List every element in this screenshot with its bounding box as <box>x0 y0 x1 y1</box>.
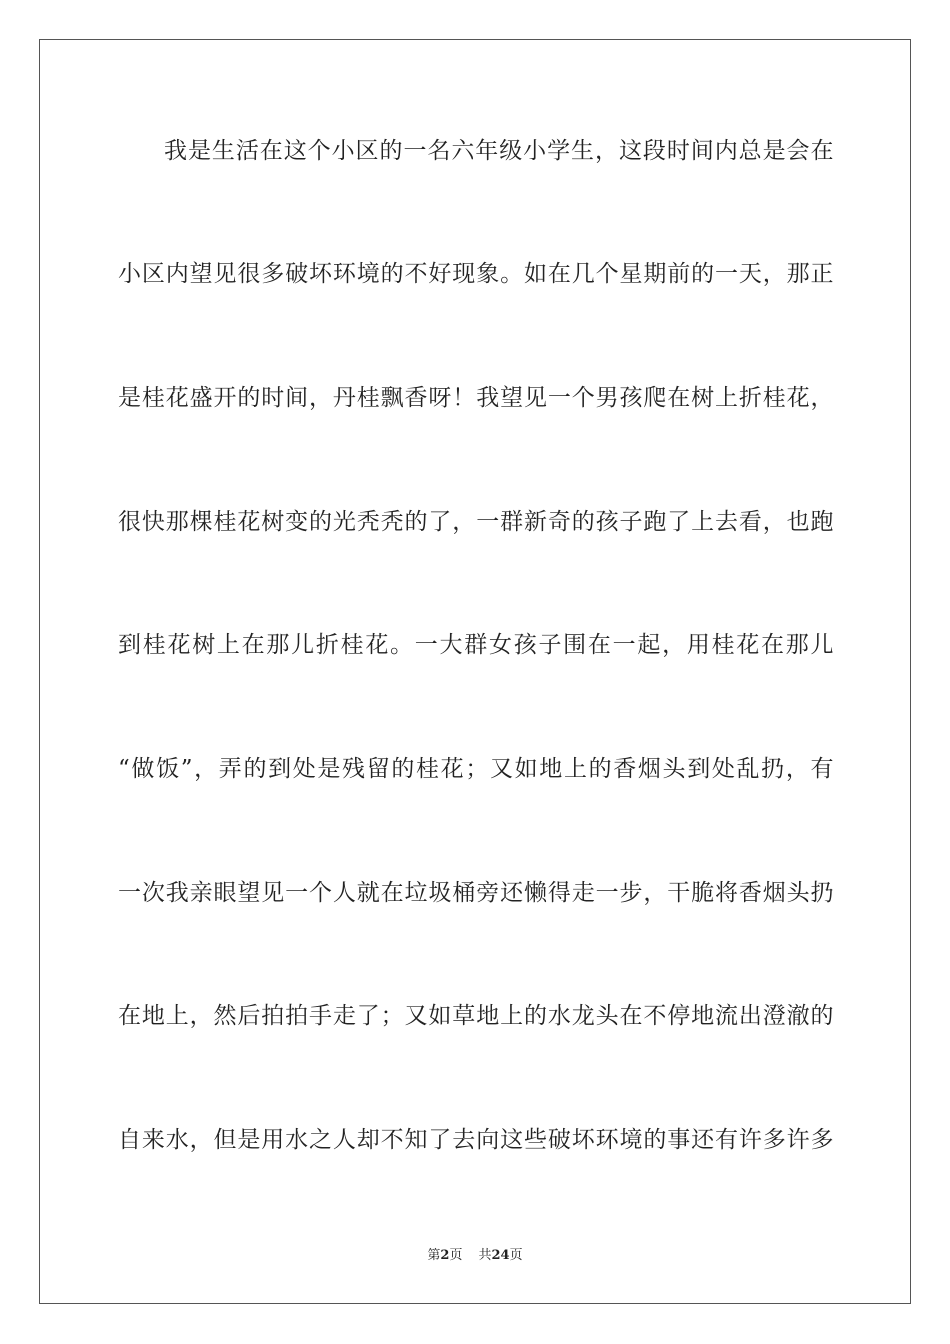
paragraph-line: 一次我亲眼望见一个人就在垃圾桶旁还懒得走一步，干脆将香烟头扔 <box>118 880 834 906</box>
total-suffix: 页 <box>509 1248 523 1263</box>
page-footer <box>0 1247 950 1265</box>
page-border <box>39 39 911 1304</box>
paragraph-line: 在地上，然后拍拍手走了；又如草地上的水龙头在不停地流出澄澈的 <box>118 1003 834 1029</box>
total-pages: 24 <box>491 1248 510 1263</box>
page-suffix: 页 <box>449 1248 463 1263</box>
paragraph-line: “做饭”，弄的到处是残留的桂花；又如地上的香烟头到处乱扔，有 <box>118 756 834 782</box>
paragraph-line: 是桂花盛开的时间，丹桂飘香呀！我望见一个男孩爬在树上折桂花， <box>118 385 834 411</box>
paragraph-line: 自来水，但是用水之人却不知了去向这些破坏环境的事还有许多许多 <box>118 1127 834 1153</box>
paragraph-line: 我是生活在这个小区的一名六年级小学生，这段时间内总是会在 <box>164 138 834 164</box>
page-number: 2 <box>440 1248 450 1263</box>
total-prefix: 共 <box>478 1248 492 1263</box>
paragraph-line: 到桂花树上在那儿折桂花。一大群女孩子围在一起，用桂花在那儿 <box>118 632 834 658</box>
paragraph-line: 很快那棵桂花树变的光秃秃的了，一群新奇的孩子跑了上去看，也跑 <box>118 509 834 535</box>
paragraph-line: 小区内望见很多破坏环境的不好现象。如在几个星期前的一天，那正 <box>118 261 834 287</box>
page-prefix: 第 <box>427 1248 441 1263</box>
